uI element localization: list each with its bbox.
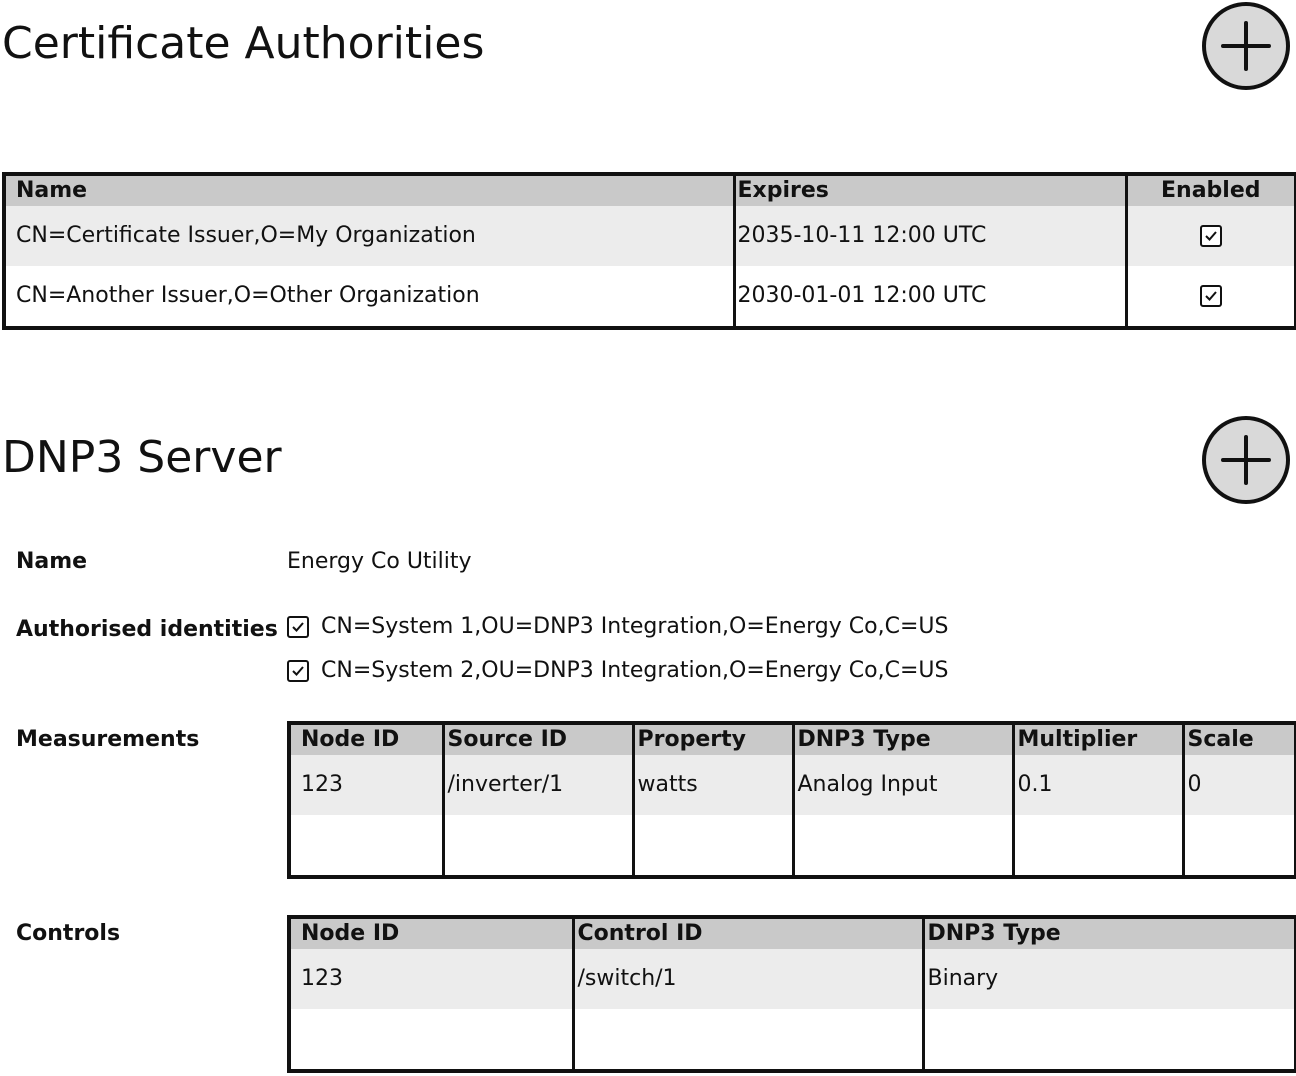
column-header-source-id[interactable]: Source ID [443,723,633,755]
plus-icon [1206,420,1286,500]
table-row[interactable] [4,206,1296,266]
table-row[interactable] [4,266,1296,328]
empty-cell[interactable] [573,1009,923,1071]
column-header-node-id[interactable]: Node ID [289,917,573,949]
controls-table-header [289,917,1296,949]
controls-label: Controls [16,921,121,946]
node-id-cell[interactable]: 123 [289,949,573,1009]
table-row[interactable] [289,949,1296,1009]
multiplier-cell[interactable]: 0.1 [1013,755,1183,815]
column-header-control-id[interactable]: Control ID [573,917,923,949]
ca-name-cell: CN=Another Issuer,O=Other Organization [16,283,480,308]
ca-enabled-cell [1126,266,1296,328]
identity-checkbox[interactable] [287,660,309,682]
property-cell[interactable]: watts [633,755,793,815]
check-icon [290,663,306,679]
identity-checkbox[interactable] [287,616,309,638]
empty-cell[interactable] [289,815,443,877]
ca-name-cell: CN=Certificate Issuer,O=My Organization [4,206,734,266]
column-header-scale[interactable]: Scale [1183,723,1296,755]
measurements-table-header [289,723,1296,755]
identity-item [287,614,948,639]
ca-table-header [4,174,1296,206]
empty-cell[interactable] [633,815,793,877]
column-header-name[interactable]: Name [4,174,734,206]
column-header-expires[interactable]: Expires [734,174,1126,206]
table-row[interactable] [289,755,1296,815]
ca-title: Certificate Authorities [2,18,485,69]
node-id-cell[interactable]: 123 [289,755,443,815]
add-ca-button[interactable] [1202,2,1290,90]
column-header-enabled[interactable]: Enabled [1126,174,1296,206]
source-id-cell[interactable]: /inverter/1 [443,755,633,815]
control-id-cell[interactable]: /switch/1 [573,949,923,1009]
dnp3-type-cell[interactable]: Binary [923,949,1296,1009]
column-header-node-id[interactable]: Node ID [289,723,443,755]
empty-table-row[interactable] [289,1009,1296,1071]
empty-cell[interactable] [1183,815,1296,877]
check-icon [1203,288,1219,304]
dnp3-type-cell[interactable]: Analog Input [793,755,1013,815]
column-header-dnp3-type[interactable]: DNP3 Type [793,723,1013,755]
ca-enabled-cell [1126,206,1296,266]
empty-table-row[interactable] [289,815,1296,877]
controls-table [287,915,1296,1073]
identity-label: CN=System 1,OU=DNP3 Integration,O=Energy Co,C=US [321,614,949,639]
ca-expires-cell: 2030-01-01 12:00 UTC [734,266,1126,328]
empty-cell[interactable] [923,1009,1296,1071]
authorised-identities-label: Authorised identities [16,617,278,642]
scale-cell[interactable]: 0 [1183,755,1296,815]
column-header-multiplier[interactable]: Multiplier [1013,723,1183,755]
measurements-label: Measurements [16,727,200,752]
empty-cell[interactable] [289,1009,573,1071]
empty-cell[interactable] [793,815,1013,877]
enabled-checkbox[interactable] [1200,285,1222,307]
name-value[interactable]: Energy Co Utility [287,549,472,574]
identity-label: CN=System 2,OU=DNP3 Integration,O=Energy Co,C=US [321,658,949,683]
ca-table [2,172,1296,330]
check-icon [290,619,306,635]
check-icon [1203,228,1219,244]
measurements-table [287,721,1296,879]
enabled-checkbox[interactable] [1200,225,1222,247]
add-dnp3-server-button[interactable] [1202,416,1290,504]
column-header-dnp3-type[interactable]: DNP3 Type [923,917,1296,949]
plus-icon [1206,6,1286,86]
empty-cell[interactable] [1013,815,1183,877]
empty-cell[interactable] [443,815,633,877]
identity-item [287,658,948,683]
name-label: Name [16,549,88,574]
ca-expires-cell: 2035-10-11 12:00 UTC [734,206,1126,266]
column-header-property[interactable]: Property [633,723,793,755]
dnp3-title: DNP3 Server [2,432,282,483]
